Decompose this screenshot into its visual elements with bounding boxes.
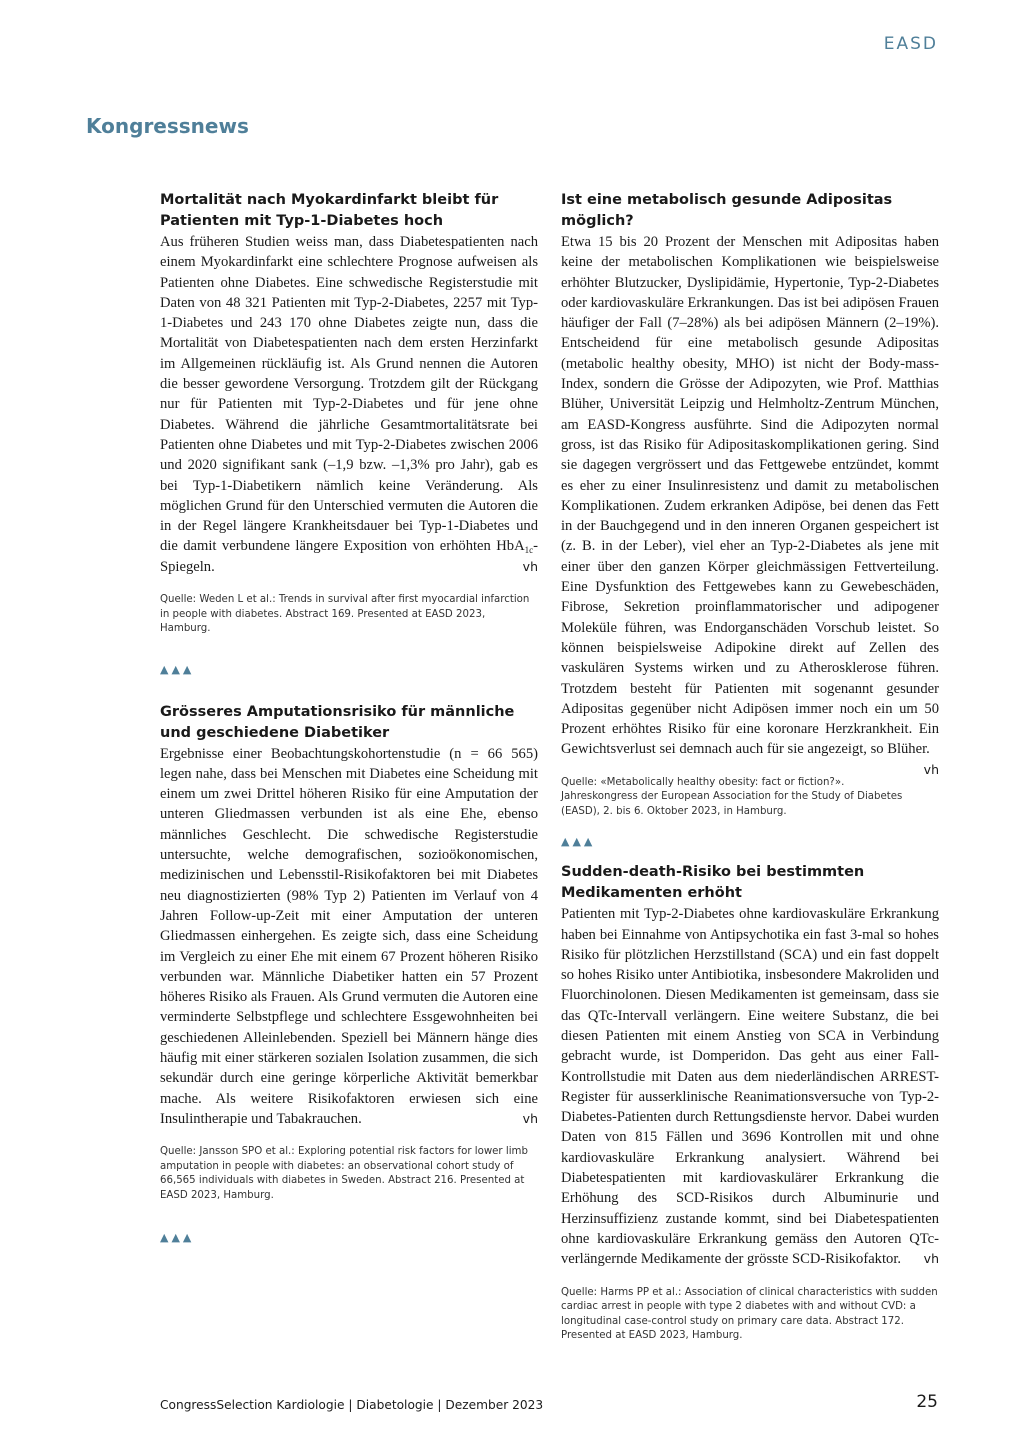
article-body-text: Patienten mit Typ-2-Diabetes ohne kardiovaskuläre Erkrankung haben bei Einnahme von Antipsychotika ein fast 3-mal so hohes Risiko für plötzlichen Herzstillstand (SCA) und ein fast doppelt so hohes Risiko unter Antibiotika, insbesondere Makroliden und Fluorchinolonen. Diesen Medikamenten ist gemeinsam, dass sie das QTc-Intervall verlängern. Eine weitere Substanz, die bei diesen Patienten mit einem Anstieg von SCA in Verbindung gebracht wurde, ist Domperidon. Das geht aus einer Fall-Kontrollstudie mit Daten aus dem niederländischen ARREST-Register für ausserklinische Reanimationsversuche von Typ-2-Diabetes-Patienten durch Rettungsdienste hervor. Dabei wurden Daten von 815 Fällen und 3696 Kontrollen mit und ohne kardiovaskuläre Erkrankung analysiert. Während bei Diabetespatienten mit kardiovaskulärer Erkrankung die Erhöhung des SCD-Risikos durch Albuminurie und Herzinsuffizienz zustande kommt, sind bei Diabetespatienten ohne kardiovaskuläre Erkrankung gemäss den Autoren QTc-verlängernde Medikamente der grösste SCD-Risikofaktor. [561, 906, 939, 1268]
separator-triangles-icon: ▲▲▲ [160, 662, 195, 676]
article-title: Grösseres Amputationsrisiko für männliche und geschiedene Diabetiker [160, 703, 515, 741]
article-body-text: Aus früheren Studien weiss man, dass Diabetespatienten nach einem Myokardinfarkt eine schlechtere Prognose aufweisen als Patienten ohne Diabetes. Eine schwedische Registerstudie mit Daten von 48 321 Patienten mit Typ-2-Diabetes, 2257 mit Typ-1-Diabetes und 243 170 ohne Diabetes zeigte nun, dass die Mortalität von Diabetespatienten nach dem ersten Herzinfarkt im Allgemeinen rückläufig ist. Als Grund nennen die Autoren die besser gewordene Versorgung. Trotzdem gilt der Rückgang nur für Patienten mit Typ-2-Diabetes und für jene ohne Diabetes. Während die jährliche Gesamtmortalitätsrate bei Patienten ohne Diabetes und mit Typ-2-Diabetes zwischen 2006 und 2020 signifikant sank (–1,9 bzw. –1,3% pro Jahr), gab es bei Typ-1-Diabetikern nämlich keine Veränderung. Als möglichen Grund für den Unterschied vermuten die Autoren die in der Regel längere Krankheitsdauer bei Typ-1-Diabetes und die damit verbundene längere Exposition von erhöhten HbA [160, 234, 538, 555]
article-body-text: Ergebnisse einer Beobachtungskohortenstudie (n = 66 565) legen nahe, dass bei Menschen mit Diabetes eine Scheidung mit einem um zwei Drittel höheren Risiko für eine Amputation der unteren Gliedmassen verbunden ist als eine Ehe, ebenso männliches Geschlecht. Die schwedische Registerstudie untersuchte, welche demografischen, sozioökonomischen, medizinischen und Lebensstil-Risikofaktoren bei mit Diabetes neu diagnostizierten (98% Typ 2) Patienten im Verlauf von 4 Jahren Follow-up-Zeit mit einer Amputation der unteren Gliedmassen einhergehen. Es zeigte sich, dass eine Scheidung im Vergleich zu einer Ehe mit einem 67 Prozent höheren Risiko verbunden war. Männliche Diabetiker hatten ein 57 Prozent höheres Risiko als Frauen. Als Grund vermuten die Autoren eine verminderte Selbstpflege und schlechtere Essgewohnheiten bei geschiedenen Alleinlebenden. Speziell bei Männern hänge dies häufig mit einer stärkeren sozialen Isolation zusammen, die sich sekundär durch eine geringe körperliche Aktivität bemerkbar mache. Als weitere Risikofaktoren erwiesen sich eine Insulintherapie und Tabakrauchen. [160, 745, 538, 1127]
separator-triangles-icon: ▲▲▲ [160, 1231, 195, 1245]
article-amputation-risk [160, 702, 538, 1204]
article-body [561, 904, 939, 1269]
journal-section-tag: EASD [883, 34, 938, 54]
article-title: Mortalität nach Myokardinfarkt bleibt für Patienten mit Typ-1-Diabetes hoch [160, 192, 499, 229]
article-sudden-death-risk [561, 862, 939, 1343]
footer-publication: CongressSelection Kardiologie | Diabetologie | Dezember 2023 [160, 1398, 544, 1412]
separator-triangles-icon: ▲▲▲ [561, 835, 596, 849]
author-signature: vh [522, 1110, 538, 1126]
article-metabolic-obesity [561, 190, 939, 819]
article-body [160, 232, 538, 577]
article-source: Quelle: Weden L et al.: Trends in survival after first myocardial infarction in people with diabetes. Abstract 169. Presented at EASD 2023, Hamburg. [160, 594, 530, 635]
article-body [561, 232, 939, 777]
article-title: Sudden-death-Risiko bei bestimmten Medikamenten erhöht [561, 864, 865, 902]
page-number: 25 [916, 1392, 938, 1412]
article-body-end: -Spiegeln. [160, 538, 538, 575]
author-signature: vh [923, 1251, 939, 1267]
article-source: Quelle: «Metabolically healthy obesity: fact or fiction?». Jahreskongress der European Association for the Study of Diabetes (EASD), 2. bis 6. Oktober 2023, in Hamburg. [561, 776, 903, 817]
section-title: Kongressnews [86, 114, 249, 138]
article-source: Quelle: Jansson SPO et al.: Exploring potential risk factors for lower limb amputation in people with diabetes: an observational cohort study of 66,565 individuals with diabetes in Sweden. Abstract 216. Presented at EASD 2023, Hamburg. [160, 1146, 528, 1201]
subscript: 1c [524, 545, 534, 556]
article-title: Ist eine metabolisch gesunde Adipositas möglich? [561, 192, 893, 229]
article-body [160, 744, 538, 1130]
right-column [561, 190, 939, 1344]
article-source: Quelle: Harms PP et al.: Association of clinical characteristics with sudden cardiac arrest in people with type 2 diabetes with and without CVD: a longitudinal case-control study on primary care data. Abstract 172. Presented at EASD 2023, Hamburg. [561, 1286, 938, 1342]
author-signature: vh [522, 558, 538, 574]
author-signature: vh [923, 761, 939, 777]
article-body-text: Etwa 15 bis 20 Prozent der Menschen mit Adipositas haben keine der metabolischen Komplikationen wie beispielsweise erhöhter Blutzucker, Dyslipidämie, Hypertonie, Typ-2-Diabetes oder kardiovaskuläre Erkrankungen. Das ist bei adipösen Frauen häufiger der Fall (7–28%) als bei adipösen Männern (2–19%). Entscheidend für eine metabolisch gesunde Adipositas (metabolic healthy obesity, MHO) ist nicht der Body-mass-Index, sondern die Grösse der Adipozyten, wie Prof. Matthias Blüher, Universität Leipzig und Helmholtz-Zentrum München, am EASD-Kongress ausführte. Sind die Adipozyten normal gross, ist das Risiko für Adipositaskomplikationen gering. Sind sie dagegen vergrössert und das Fettgewebe entzündet, kommt es eher zu einer Insulinresistenz und damit zu metabolischen Komplikationen. Zudem erkranken Adipöse, bei denen das Fett in der Bauchgegend und in den inneren Organen gespeichert ist (z. B. in der Leber), viel eher an Typ-2-Diabetes als jene mit einer über den ganzen Körper gleichmässigen Fettverteilung. Eine Dysfunktion des Fettgewebes kann zu Gewebeschäden, Fibrose, Sekretion proinflammatorischer und adipogener Moleküle führen, was Endorganschäden Vorschub leistet. So können beispielsweise Adipokine direkt auf Zellen des vaskulären Systems wirken und zu Atherosklerose führen. Trotzdem besteht für Patienten mit sogenannt gesunder Adipositas gegenüber nicht Adipösen immer noch ein um 50 Prozent erhöhtes Risiko für eine koronare Herzkrankheit. Ein Gewichtsverlust sei demnach auch für sie angezeigt, so Blüher. [561, 234, 939, 758]
article-myocardial-infarction [160, 190, 538, 637]
left-column [160, 190, 538, 1244]
